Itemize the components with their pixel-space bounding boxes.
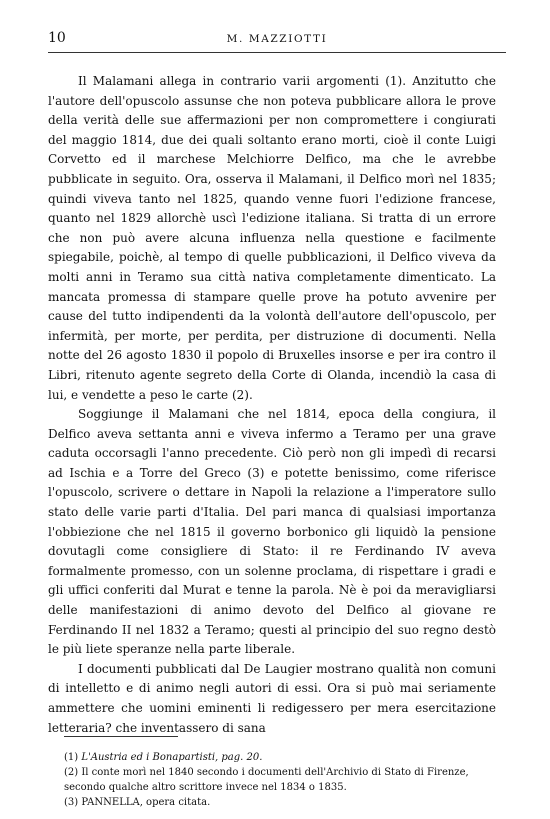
footnote xyxy=(64,795,504,810)
page-number: 10 xyxy=(48,30,66,46)
paragraph: Il Malamani allega in contrario varii argomenti (1). Anzitutto che l'autore dell'opuscolo assunse che non poteva pubblicare allora le prove della verità delle sue affermazioni per non compromettere i congiurati del maggio 1814, due dei quali soltanto erano morti, cioè il conte Luigi Corvetto ed il marchese Melchiorre Delfico, ma che le avrebbe pubblicate in seguito. Ora, osserva il Malamani, il Delfico morì nel 1835; quindi viveva tanto nel 1825, quando venne fuori l'edizione francese, quanto nel 1829 allorchè uscì l'edizione italiana. Si tratta di un errore che non può avere alcuna influenza nella questione e facilmente spiegabile, poichè, al tempo di quelle pubblicazioni, il Delfico viveva da molti anni in Teramo sua città nativa completamente dimenticato. La mancata promessa di stampare quelle prove ha potuto avvenire per cause del tutto indipendenti da la volontà dell'autore dell'opuscolo, per infermità, per morte, per perdita, per distruzione di documenti. Nella notte del 26 agosto 1830 il popolo di Bruxelles insorse e per ira contro il Libri, ritenuto agente segreto della Corte di Olanda, incendiò la casa di lui, e vendette a peso le carte (2). xyxy=(48,74,496,402)
footnote-label: (1) xyxy=(64,752,79,763)
header-rule xyxy=(48,52,506,53)
footnotes xyxy=(64,750,504,810)
running-head: M. MAZZIOTTI xyxy=(226,33,328,45)
footnote xyxy=(64,750,504,765)
footnote-label: (2) xyxy=(64,767,79,778)
footnote xyxy=(64,765,504,795)
body-text xyxy=(48,72,496,738)
footnote-text: Il conte morì nel 1840 secondo i documenti dell'Archivio di Stato di Firenze, secondo qualche altro scrittore invece nel 1834 o 1835. xyxy=(64,767,469,793)
page-header xyxy=(48,30,506,48)
paragraph: Soggiunge il Malamani che nel 1814, epoca della congiura, il Delfico aveva settanta anni e viveva infermo a Teramo per una grave caduta occorsagli l'anno precedente. Ciò però non gli impedì di recarsi ad Ischia e a Torre del Greco (3) e potette benissimo, come riferisce l'opuscolo, scrivere o dettare in Napoli la relazione a l'imperatore sullo stato delle varie parti d'Italia. Del pari manca di qualsiasi importanza l'obbiezione che nel 1815 il governo borbonico gli liquidò la pensione dovutagli come consigliere di Stato: il re Ferdinando IV aveva formalmente promesso, con un solenne proclama, di rispettare i gradi e gli uffici conferiti dal Murat e tenne la parola. Nè è poi da meravigliarsi delle manifestazioni di animo devoto del Delfico al giovane re Ferdinando II nel 1832 a Teramo; questi al principio del suo regno destò le più liete speranze nella parte liberale. xyxy=(48,407,496,657)
footnote-text: L'Austria ed i Bonapartisti, pag. 20. xyxy=(81,752,263,763)
paragraph: I documenti pubblicati dal De Laugier mostrano qualità non comuni di intelletto e di animo negli autori di essi. Ora si può mai seriamente ammettere che uomini eminenti li redigessero per mera esercitazione letteraria? che inventassero di sana xyxy=(48,661,496,735)
footnote-label: (3) xyxy=(64,797,79,808)
footnote-rule xyxy=(64,736,178,737)
footnote-text: PANNELLA, opera citata. xyxy=(81,797,211,808)
